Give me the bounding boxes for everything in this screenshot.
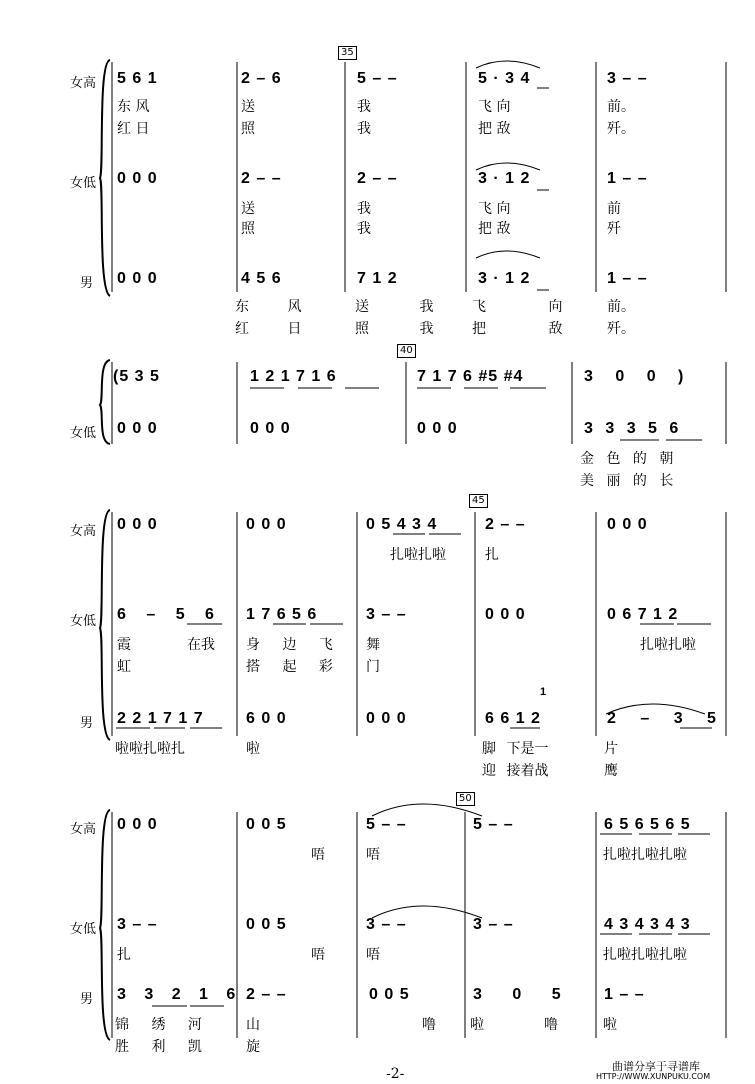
part-label-alto: 女低 xyxy=(70,922,97,937)
lyric: 美 丽 的 长 xyxy=(580,473,674,489)
lyric: 扎啦扎啦扎啦 xyxy=(603,947,687,963)
notes-alto: 3 3 3 5 6 xyxy=(584,420,680,437)
notes-alto: 3 – – xyxy=(473,916,514,933)
lyric: 唔 xyxy=(311,847,325,863)
lyric: 飞 向 xyxy=(478,99,511,115)
notes-male: 1 – – xyxy=(604,986,645,1003)
notes-soprano: 5 – – xyxy=(357,70,398,87)
notes-alto: 0 0 0 xyxy=(485,606,526,623)
notes-alto: 6 – 5 6 xyxy=(117,606,215,623)
lyric: 扎啦扎啦扎啦 xyxy=(603,847,687,863)
lyric: 前。 xyxy=(607,299,635,315)
notes-alto: 0 6 7 1 2 xyxy=(607,606,679,623)
notes-male: 3 · 1 2 xyxy=(478,270,531,287)
measure-number: 45 xyxy=(469,494,488,508)
lyric: 扎 xyxy=(117,947,131,963)
notes-accompaniment: 7 1 7 6 #5 #4 xyxy=(417,368,524,385)
lyric: 锦 绣 河 xyxy=(115,1017,202,1033)
notes-soprano: 0 5 4 3 4 xyxy=(366,516,438,533)
lyric: 扎啦扎啦 xyxy=(390,547,446,563)
lyric: 鹰 xyxy=(604,763,618,779)
notes-alto: 3 – – xyxy=(117,916,158,933)
notes-male: 4 5 6 xyxy=(241,270,282,287)
notes-alto: 1 – – xyxy=(607,170,648,187)
lyric: 啦 xyxy=(470,1017,484,1033)
lyric: 迎 接着战 xyxy=(482,763,549,779)
notes-male: 6 0 0 xyxy=(246,710,287,727)
lyric: 啦啦扎啦扎 xyxy=(115,741,185,757)
part-label-male: 男 xyxy=(80,992,94,1007)
notes-male: 3 3 2 1 6 xyxy=(117,986,237,1003)
notes-male: 2 – – xyxy=(246,986,287,1003)
lyric: 噜 xyxy=(422,1017,436,1033)
notes-soprano: 0 0 0 xyxy=(607,516,648,533)
lyric: 搭 起 彩 xyxy=(246,659,333,675)
notes-soprano: 3 – – xyxy=(607,70,648,87)
notes-alto: 2 – – xyxy=(357,170,398,187)
notes-accompaniment: 1 2 1 7 1 6 xyxy=(250,368,337,385)
notes-alto: 0 0 0 xyxy=(417,420,458,437)
lyric: 我 xyxy=(357,121,371,137)
lyric: 门 xyxy=(366,659,380,675)
watermark-url: HTTP://WWW.XUNPUKU.COM xyxy=(596,1072,711,1081)
notes-male: 0 0 0 xyxy=(117,270,158,287)
lyric: 脚 下是一 xyxy=(482,741,549,757)
notes-alto: 3 · 1 2 xyxy=(478,170,531,187)
lyric: 红 日 xyxy=(235,321,302,337)
lyric: 啦 xyxy=(603,1017,617,1033)
lyric: 胜 利 凯 xyxy=(115,1039,202,1055)
lyric: 旋 xyxy=(246,1039,260,1055)
lyric: 唔 xyxy=(311,947,325,963)
notes-accompaniment: 3 0 0 ) xyxy=(584,368,685,385)
lyric: 送 xyxy=(241,201,255,217)
notes-alto: 1 7 6 5 6 xyxy=(246,606,318,623)
lyric: 霞 xyxy=(117,637,131,653)
notes-male: 2 2 1 7 1 7 xyxy=(117,710,204,727)
lyric: 我 xyxy=(357,221,371,237)
lyric: 东 风 xyxy=(117,99,150,115)
notes-male: 6 6 1 2 xyxy=(485,710,541,727)
lyric: 送 我 xyxy=(355,299,434,315)
notes-male: 2 – 3 5 xyxy=(607,710,717,727)
measure-number: 50 xyxy=(456,792,475,806)
lyric: 照 我 xyxy=(355,321,434,337)
part-label-male: 男 xyxy=(80,716,94,731)
notes-soprano: 5 – – xyxy=(366,816,407,833)
notes-alto: 4 3 4 3 4 3 xyxy=(604,916,691,933)
notes-alto: 3 – – xyxy=(366,606,407,623)
part-label-alto: 女低 xyxy=(70,176,97,191)
notes-soprano: 2 – 6 xyxy=(241,70,282,87)
notes-alto: 0 0 0 xyxy=(117,170,158,187)
measure-number: 35 xyxy=(338,46,357,60)
notes-soprano: 6 5 6 5 6 5 xyxy=(604,816,691,833)
notes-male: 3 0 5 xyxy=(473,986,562,1003)
lyric: 在我 xyxy=(187,637,215,653)
lyric: 身 边 飞 xyxy=(246,637,333,653)
lyric: 歼 xyxy=(607,221,621,237)
notes-male: 7 1 2 xyxy=(357,270,398,287)
lyric: 啦 xyxy=(246,741,260,757)
grace-note: 1 xyxy=(540,686,548,698)
notes-soprano: 5 – – xyxy=(473,816,514,833)
lyric: 虹 xyxy=(117,659,131,675)
lyric: 扎啦扎啦 xyxy=(640,637,696,653)
notes-alto: 0 0 0 xyxy=(250,420,291,437)
notes-male: 0 0 0 xyxy=(366,710,407,727)
lyric: 舞 xyxy=(366,637,380,653)
lyric: 金 色 的 朝 xyxy=(580,451,674,467)
notes-soprano: 5 · 3 4 xyxy=(478,70,531,87)
lyric: 歼。 xyxy=(607,121,635,137)
part-label-alto: 女低 xyxy=(70,614,97,629)
lyric: 我 xyxy=(357,201,371,217)
notes-soprano: 0 0 0 xyxy=(117,516,158,533)
lyric: 前。 xyxy=(607,99,635,115)
lyric: 我 xyxy=(357,99,371,115)
watermark-brand: 曲谱分享于寻谱库 xyxy=(612,1060,700,1073)
lyric: 前 xyxy=(607,201,621,217)
notes-soprano: 2 – – xyxy=(485,516,526,533)
part-label-male: 男 xyxy=(80,276,94,291)
measure-number: 40 xyxy=(397,344,416,358)
notes-male: 0 0 5 xyxy=(369,986,410,1003)
part-label-soprano: 女高 xyxy=(70,524,97,539)
lyric: 山 xyxy=(246,1017,260,1033)
notes-alto: 2 – – xyxy=(241,170,282,187)
lyric: 红 日 xyxy=(117,121,150,137)
lyric: 歼。 xyxy=(607,321,635,337)
lyric: 把 敌 xyxy=(472,321,563,337)
lyric: 东 风 xyxy=(235,299,302,315)
lyric: 飞 向 xyxy=(472,299,563,315)
notes-alto: 0 0 0 xyxy=(117,420,158,437)
part-label-soprano: 女高 xyxy=(70,822,97,837)
lyric: 唔 xyxy=(366,847,380,863)
notes-soprano: 5 6 1 xyxy=(117,70,158,87)
part-label-soprano: 女高 xyxy=(70,76,97,91)
lyric: 噜 xyxy=(544,1017,558,1033)
part-label-alto: 女低 xyxy=(70,426,97,441)
lyric: 照 xyxy=(241,121,255,137)
lyric: 把 敌 xyxy=(478,221,511,237)
notes-male: 1 – – xyxy=(607,270,648,287)
notes-accompaniment: (5 3 5 xyxy=(113,368,160,385)
lyric: 送 xyxy=(241,99,255,115)
notes-alto: 3 – – xyxy=(366,916,407,933)
notes-soprano: 0 0 0 xyxy=(246,516,287,533)
page-number: -2- xyxy=(386,1066,405,1082)
lyric: 扎 xyxy=(485,547,499,563)
lyric: 飞 向 xyxy=(478,201,511,217)
notes-soprano: 0 0 0 xyxy=(117,816,158,833)
lyric: 唔 xyxy=(366,947,380,963)
notes-soprano: 0 0 5 xyxy=(246,816,287,833)
lyric: 片 xyxy=(604,741,618,757)
lyric: 把 敌 xyxy=(478,121,511,137)
notes-alto: 0 0 5 xyxy=(246,916,287,933)
lyric: 照 xyxy=(241,221,255,237)
